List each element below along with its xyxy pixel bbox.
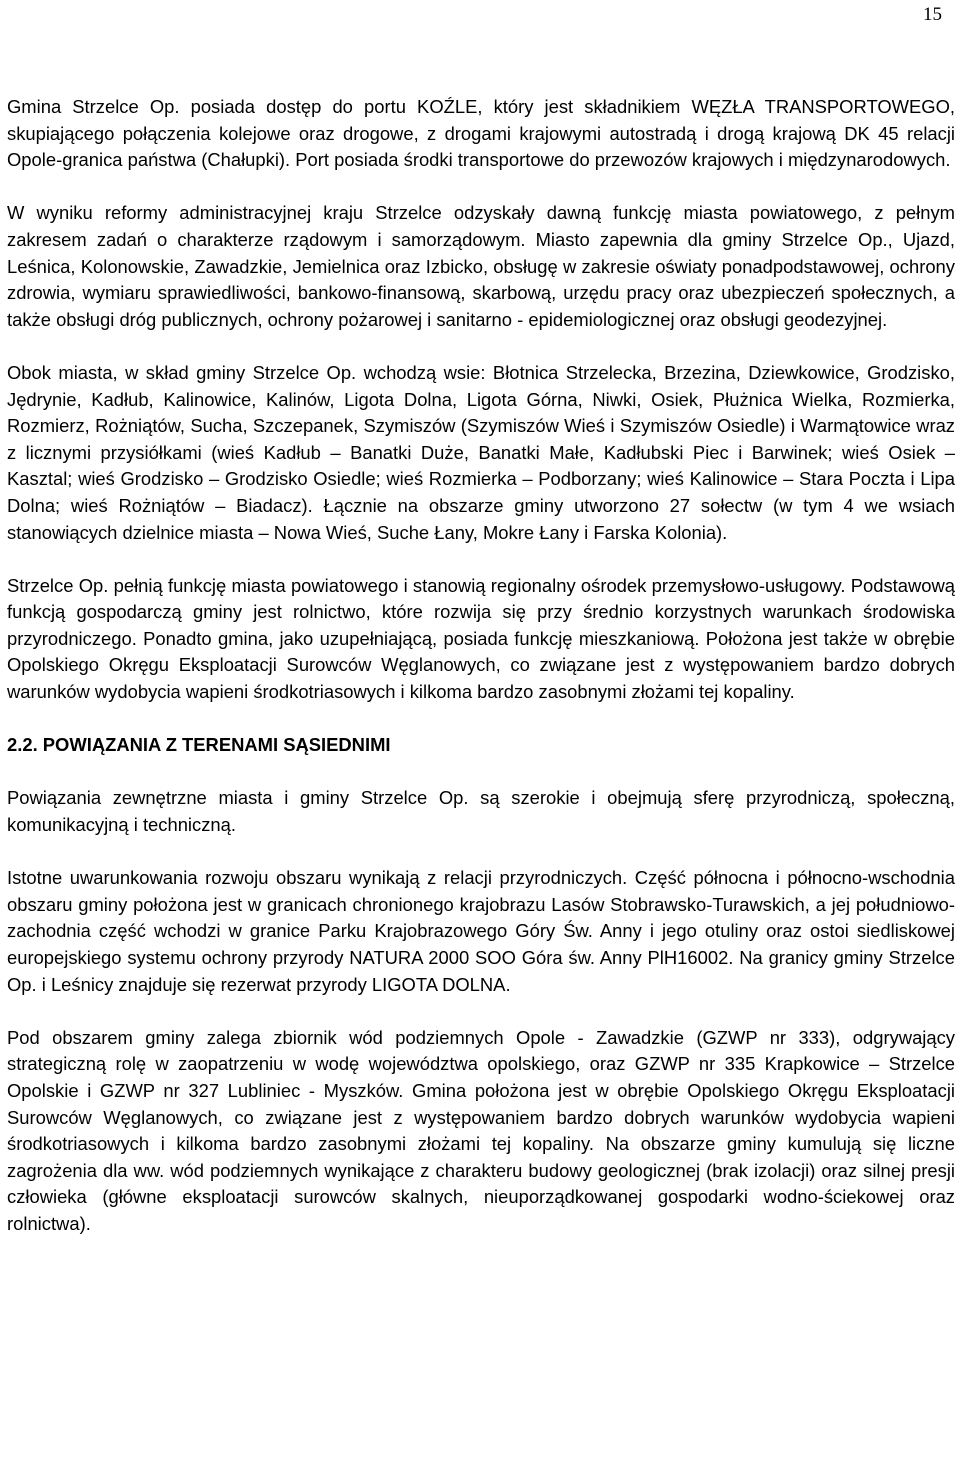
paragraph-functions: Strzelce Op. pełnią funkcję miasta powiatowego i stanowią regionalny ośrodek przemysłowo-usługowy. Podstawową funkcją gospodarczą gminy jest rolnictwo, które rozwija się przy średnio korzystnych warunkach środowiska przyrodniczego. Ponadto gmina, jako uzupełniającą, posiada funkcję mieszkaniową. Położona jest także w obrębie Opolskiego Okręgu Eksploatacji Surowców Węglanowych, co związane jest z występowaniem bardzo dobrych warunków wydobycia wapieni środkotriasowych i kilkoma bardzo zasobnymi złożami tej kopaliny. (7, 574, 955, 703)
paragraph-administrative-reform: W wyniku reformy administracyjnej kraju Strzelce odzyskały dawną funkcję miasta powiatowego, z pełnym zakresem zadań o charakterze rządowym i samorządowym. Miasto zapewnia dla gminy Strzelce Op., Ujazd, Leśnica, Kolonowskie, Zawadzkie, Jemielnica oraz Izbicko, obsługę w zakresie oświaty ponadpodstawowej, ochrony zdrowia, wymiaru sprawiedliwości, bankowo-finansową, skarbową, urzędu pracy oraz ubezpieczeń społecznych, a także obsługi dróg publicznych, ochrony pożarowej i sanitarno - epidemiologicznej oraz obsługi geodezyjnej. (7, 202, 955, 330)
paragraph-natural-conditions: Istotne uwarunkowania rozwoju obszaru wynikają z relacji przyrodniczych. Część północna i północno-wschodnia obszaru gminy położona jest w granicach chronionego krajobrazu Lasów Stobrawsko-Turawskich, a jej południowo-zachodnia część wchodzi w granice Parku Krajobrazowego Góry Św. Anny i jego otuliny oraz ostoi siedliskowej europejskiego systemu ochrony przyrody NATURA 2000 SOO Góra św. Anny PlH16002. Na granicy gminy Strzelce Op. i Leśnicy znajduje się rezerwat przyrody LIGOTA DOLNA. (7, 867, 955, 995)
paragraph-villages: Obok miasta, w skład gminy Strzelce Op. wchodzą wsie: Błotnica Strzelecka, Brzezina, Dziewkowice, Grodzisko, Jędrynie, Kadłub, Kalinowice, Kalinów, Ligota Dolna, Ligota Górna, Niwki, Osiek, Płużnica Wielka, Rozmierka, Rozmierz, Rożniątów, Sucha, Szczepanek, Szymiszów (Szymiszów Wieś i Szymiszów Osiedle) i Warmątowice wraz z licznymi przysiółkami (wieś Kadłub – Banatki Duże, Banatki Małe, Kadłubski Piec i Barwinek; wieś Osiek – Kasztal; wieś Grodzisko – Grodzisko Osiedle; wieś Rozmierka – Podborzany; wieś Kalinowice – Stara Poczta i Lipa Dolna; wieś Rożniątów – Biadacz). Łącznie na obszarze gminy utworzono 27 sołectw (w tym 4 we wsiach stanowiących dzielnice miasta – Nowa Wieś, Suche Łany, Mokre Łany i Farska Kolonia). (7, 361, 955, 543)
page-number: 15 (923, 4, 942, 25)
paragraph-external-links: Powiązania zewnętrzne miasta i gminy Strzelce Op. są szerokie i obejmują sferę przyrodniczą, społeczną, komunikacyjną i techniczną. (7, 787, 955, 836)
paragraph-port-kozle: Gmina Strzelce Op. posiada dostęp do portu KOŹLE, który jest składnikiem WĘZŁA TRANSPORTOWEGO, skupiającego połączenia kolejowe oraz drogowe, z drogami krajowymi autostradą i drogą krajową DK 45 relacji Opole-granica państwa (Chałupki). Port posiada środki transportowe do przewozów krajowych i międzynarodowych. (7, 96, 955, 171)
document-body (7, 94, 955, 1264)
paragraph-groundwater: Pod obszarem gminy zalega zbiornik wód podziemnych Opole - Zawadzkie (GZWP nr 333), odgrywający strategiczną rolę w zaopatrzeniu w wodę województwa opolskiego, oraz GZWP nr 335 Krapkowice – Strzelce Opolskie i GZWP nr 327 Lubliniec - Myszków. Gmina położona jest w obrębie Opolskiego Okręgu Eksploatacji Surowców Węglanowych, co związane jest z występowaniem bardzo dobrych warunków wydobycia wapieni środkotriasowych i kilkoma bardzo zasobnymi złożami tej kopaliny. Na obszarze gminy kumulują się liczne zagrożenia dla ww. wód podziemnych wynikające z charakteru budowy geologicznej (brak izolacji) oraz silnej presji człowieka (główne eksploatacji surowców skalnych, nieuporządkowanej gospodarki wodno-ściekowej oraz rolnictwa). (7, 1026, 955, 1234)
section-heading: 2.2. POWIĄZANIA Z TERENAMI SĄSIEDNIMI (7, 734, 391, 756)
